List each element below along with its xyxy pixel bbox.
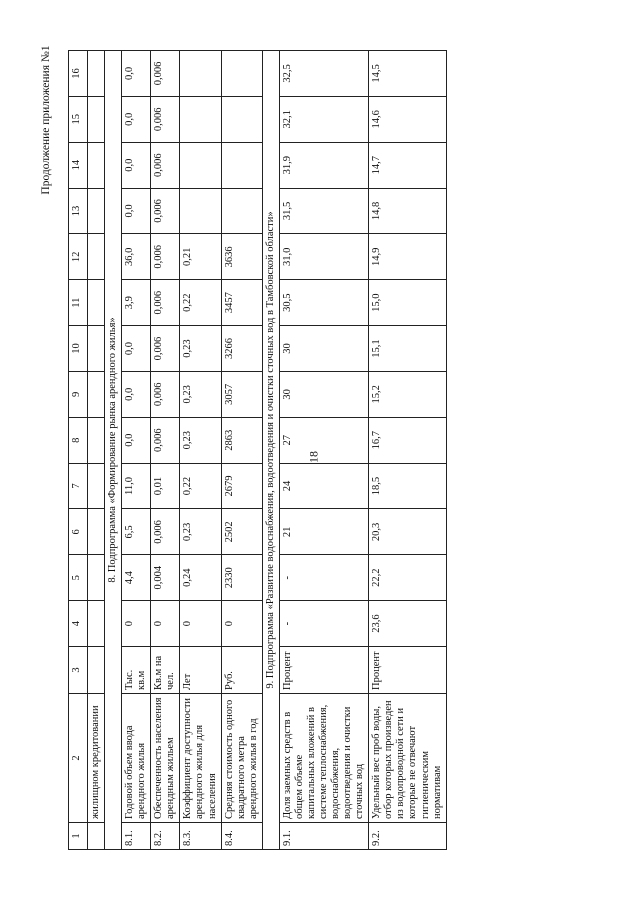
cell-value (88, 51, 105, 97)
cell-value: 6,5 (122, 509, 151, 555)
cell-unit: Процент (279, 647, 368, 694)
cell-value: 0 (122, 601, 151, 647)
table-row (151, 51, 180, 850)
cell-value: 31,5 (279, 188, 368, 234)
cell-value: 0,0 (122, 51, 151, 97)
cell-value: 11,0 (122, 463, 151, 509)
section-row (105, 51, 122, 850)
cell-value (88, 326, 105, 372)
section-title: 8. Подпрограмма «Формирование рынка арендного жилья» (105, 51, 122, 850)
cell-value (88, 234, 105, 280)
section-row (262, 51, 279, 850)
cell-value (88, 188, 105, 234)
cell-value: 0 (221, 601, 262, 647)
cell-value: 16,7 (369, 417, 446, 463)
cell-value (88, 142, 105, 188)
cell-value: 0,006 (151, 417, 180, 463)
cell-value: 32,1 (279, 96, 368, 142)
cell-value: 32,5 (279, 51, 368, 97)
cell-value: 0,24 (180, 555, 221, 601)
cell-value: 14,9 (369, 234, 446, 280)
cell-value: 0,23 (180, 417, 221, 463)
indicator-table (68, 50, 447, 850)
cell-value (88, 463, 105, 509)
cell-value: 0,006 (151, 142, 180, 188)
cell-value: 0,0 (122, 417, 151, 463)
column-header: 14 (69, 142, 88, 188)
cell-no (88, 823, 105, 850)
cell-value: 0,23 (180, 326, 221, 372)
cell-value: 0,006 (151, 188, 180, 234)
cell-value (88, 509, 105, 555)
cell-name: Годовой объем ввода арендного жилья (122, 694, 151, 823)
page-number: 18 (306, 451, 321, 463)
cell-value (88, 280, 105, 326)
cell-value: 15,0 (369, 280, 446, 326)
cell-value: 30,5 (279, 280, 368, 326)
cell-value: 3457 (221, 280, 262, 326)
cell-value: 0,0 (122, 96, 151, 142)
cell-value: 3057 (221, 371, 262, 417)
column-header: 9 (69, 371, 88, 417)
column-header: 13 (69, 188, 88, 234)
cell-value: 30 (279, 326, 368, 372)
cell-value: 0,0 (122, 326, 151, 372)
cell-name: Удельный вес проб воды, отбор которых произведен из водопроводной сети и которые не отвечают гигиеническим нормативам (369, 694, 446, 823)
cell-value: 21 (279, 509, 368, 555)
cell-unit (88, 647, 105, 694)
cell-unit: Тыс. кв.м (122, 647, 151, 694)
cell-no: 8.4. (221, 823, 262, 850)
column-header: 16 (69, 51, 88, 97)
cell-value: 31,0 (279, 234, 368, 280)
cell-value: 24 (279, 463, 368, 509)
cell-value: 0,006 (151, 96, 180, 142)
cell-value: 3636 (221, 234, 262, 280)
cell-value: 2863 (221, 417, 262, 463)
column-header: 15 (69, 96, 88, 142)
cell-value: 31,9 (279, 142, 368, 188)
cell-value: - (279, 555, 368, 601)
cell-name: жилищном кредитовании (88, 694, 105, 823)
cell-value: 0,004 (151, 555, 180, 601)
cell-value (180, 96, 221, 142)
cell-value: 36,0 (122, 234, 151, 280)
cell-value (180, 51, 221, 97)
table-row (279, 51, 368, 850)
cell-value: 0,0 (122, 142, 151, 188)
cell-value (180, 142, 221, 188)
cell-value (88, 601, 105, 647)
cell-value: 14,6 (369, 96, 446, 142)
column-header: 7 (69, 463, 88, 509)
table-row (369, 51, 446, 850)
cell-value: 18,5 (369, 463, 446, 509)
cell-value (88, 371, 105, 417)
cell-value: 0 (180, 601, 221, 647)
column-header: 1 (69, 823, 88, 850)
cell-value: 2330 (221, 555, 262, 601)
cell-value: 0,22 (180, 280, 221, 326)
cell-value: 0,23 (180, 371, 221, 417)
cell-value: 2502 (221, 509, 262, 555)
cell-value: 0,006 (151, 326, 180, 372)
cell-unit: Лет (180, 647, 221, 694)
cell-value: 14,8 (369, 188, 446, 234)
cell-value (221, 188, 262, 234)
cell-value: 0,22 (180, 463, 221, 509)
cell-value: 0,006 (151, 234, 180, 280)
column-header: 3 (69, 647, 88, 694)
cell-name: Коэффициент доступности арендного жилья для населения (180, 694, 221, 823)
cell-value: - (279, 601, 368, 647)
cell-value (221, 96, 262, 142)
cell-unit: Процент (369, 647, 446, 694)
cell-value (221, 51, 262, 97)
cell-value: 15,2 (369, 371, 446, 417)
section-title: 9. Подпрограмма «Развитие водоснабжения, водоотведения и очистки сточных вод в Тамбовской области» (262, 51, 279, 850)
column-header: 11 (69, 280, 88, 326)
column-header: 5 (69, 555, 88, 601)
cell-value: 0,006 (151, 509, 180, 555)
cell-unit: Кв.м на чел. (151, 647, 180, 694)
cell-name: Доля заемных средств в общем объеме капитальных вложений в системе теплоснабжения, водоснабжения, водоотведения и очистки сточных вод (279, 694, 368, 823)
table-row (180, 51, 221, 850)
column-header: 2 (69, 694, 88, 823)
table-header-row (69, 51, 88, 850)
cell-value: 0,006 (151, 371, 180, 417)
cell-value: 0,006 (151, 280, 180, 326)
column-header: 6 (69, 509, 88, 555)
cell-value: 22,2 (369, 555, 446, 601)
indicator-table-wrap (68, 50, 613, 850)
table-body (88, 51, 447, 850)
cell-no: 9.2. (369, 823, 446, 850)
table-row (88, 51, 105, 850)
table-row (221, 51, 262, 850)
cell-value (88, 417, 105, 463)
cell-no: 8.3. (180, 823, 221, 850)
cell-value: 3266 (221, 326, 262, 372)
cell-value: 30 (279, 371, 368, 417)
cell-name: Обеспеченность населения арендным жильем (151, 694, 180, 823)
cell-value: 4,4 (122, 555, 151, 601)
cell-value (221, 142, 262, 188)
cell-value: 14,7 (369, 142, 446, 188)
cell-value: 0 (151, 601, 180, 647)
cell-name: Средняя стоимость одного квадратного метра арендного жилья в год (221, 694, 262, 823)
column-header: 10 (69, 326, 88, 372)
cell-value: 0,01 (151, 463, 180, 509)
cell-value: 2679 (221, 463, 262, 509)
cell-value: 27 (279, 417, 368, 463)
cell-value: 0,0 (122, 371, 151, 417)
cell-value: 15,1 (369, 326, 446, 372)
cell-value: 0,0 (122, 188, 151, 234)
cell-value: 0,006 (151, 51, 180, 97)
table-row (122, 51, 151, 850)
cell-unit: Руб. (221, 647, 262, 694)
column-header: 12 (69, 234, 88, 280)
cell-value (88, 96, 105, 142)
cell-value: 20,3 (369, 509, 446, 555)
continuation-title: Продолжение приложения №1 (40, 45, 52, 195)
cell-no: 8.2. (151, 823, 180, 850)
cell-value: 0,21 (180, 234, 221, 280)
cell-value (180, 188, 221, 234)
cell-value: 3,9 (122, 280, 151, 326)
cell-value: 23,6 (369, 601, 446, 647)
cell-value: 0,23 (180, 509, 221, 555)
column-header: 4 (69, 601, 88, 647)
cell-value: 14,5 (369, 51, 446, 97)
cell-no: 8.1. (122, 823, 151, 850)
cell-no: 9.1. (279, 823, 368, 850)
column-header: 8 (69, 417, 88, 463)
cell-value (88, 555, 105, 601)
